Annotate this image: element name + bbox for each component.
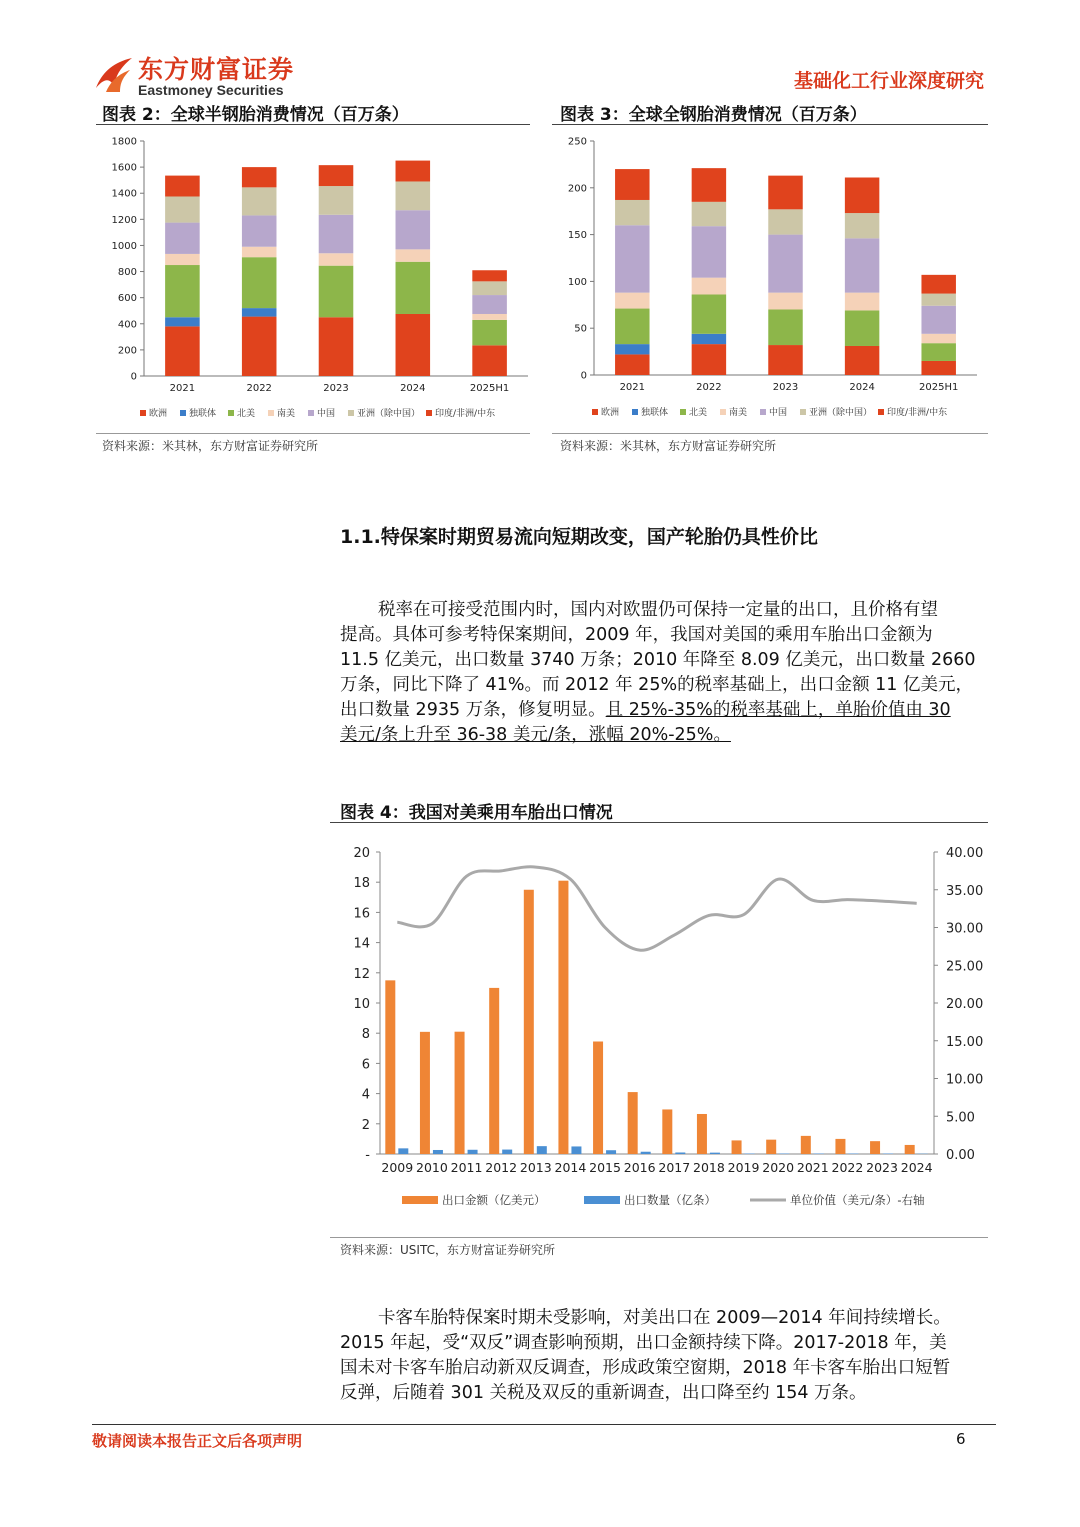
fig3-legend-swatch <box>632 409 638 415</box>
fig4-x-tick-label: 2023 <box>866 1160 898 1175</box>
fig2-bar-segment <box>472 345 507 376</box>
para1-line-3: 11.5 亿美元，出口数量 3740 万条；2010 年降至 8.09 亿美元，出口数量 2660 <box>340 650 976 670</box>
fig4-right-tick-label: 10.00 <box>946 1072 984 1088</box>
fig3-bar-segment <box>845 178 879 214</box>
fig2-x-tick-label: 2025H1 <box>469 383 510 394</box>
fig2-y-tick-label: 1000 <box>111 240 137 252</box>
fig2-bar-segment <box>319 317 354 376</box>
fig3-bar-segment <box>615 225 649 292</box>
fig4-unit-value-line <box>397 867 916 950</box>
fig2-bar-segment <box>242 247 277 257</box>
fig3-bar-segment <box>615 309 649 345</box>
fig2-bar-segment <box>165 317 200 326</box>
fig2-legend-swatch <box>180 410 186 416</box>
fig4-top-rule <box>330 822 988 823</box>
fig3-y-tick-label: 100 <box>567 276 587 288</box>
fig3-bar-segment <box>692 278 726 295</box>
fig4-x-tick-label: 2010 <box>416 1160 448 1175</box>
fig2-bar-segment <box>472 320 507 345</box>
fig4-x-tick-label: 2009 <box>381 1160 414 1175</box>
fig4-x-tick-label: 2014 <box>554 1160 587 1175</box>
fig3-bar-segment <box>615 354 649 375</box>
fig3-legend-label: 中国 <box>769 408 788 418</box>
fig3-bar-segment <box>845 346 879 375</box>
fig4-export-value-bar <box>558 881 568 1154</box>
fig2-bar-segment <box>319 186 354 215</box>
fig3-bar-segment <box>692 295 726 334</box>
fig4-export-qty-bar <box>675 1152 685 1154</box>
para1-line-5: 出口数量 2935 万条，修复明显。且 25%-35%的税率基础上，单胎价值由 30 <box>340 700 951 720</box>
fig2-x-tick-label: 2021 <box>169 383 196 394</box>
fig2-y-tick-label: 1400 <box>111 188 137 200</box>
fig2-legend-label: 北美 <box>237 409 256 419</box>
fig2-bar-segment <box>242 308 277 316</box>
fig4-legend-label-line: 单位价值（美元/条）-右轴 <box>790 1193 925 1207</box>
fig3-bar-segment <box>615 344 649 354</box>
fig4-export-qty-bar <box>398 1148 408 1154</box>
fig4-bottom-rule <box>330 1237 988 1238</box>
fig2-bar-segment <box>165 265 200 317</box>
fig4-export-qty-bar <box>502 1150 512 1154</box>
fig2-x-tick-label: 2023 <box>323 383 349 394</box>
fig4-export-value-bar <box>766 1140 776 1154</box>
fig4-export-value-bar <box>489 988 499 1154</box>
fig4-x-tick-label: 2011 <box>450 1160 483 1175</box>
fig3-bar-segment <box>768 209 802 234</box>
fig3-bar-segment <box>692 334 726 344</box>
para1-emphasis: 且 25%-35%的税率基础上，单胎价值由 30 <box>605 700 951 720</box>
fig2-bar-segment <box>472 314 507 320</box>
fig3-x-tick-label: 2021 <box>619 382 646 393</box>
fig3-legend-swatch <box>760 409 766 415</box>
fig2-x-tick-label: 2024 <box>400 383 426 394</box>
fig4-right-tick-label: 40.00 <box>946 846 984 861</box>
fig4-x-tick-label: 2018 <box>693 1160 725 1175</box>
fig4-x-tick-label: 2024 <box>900 1160 933 1175</box>
fig3-bar-segment <box>615 200 649 225</box>
fig2-y-tick-label: 0 <box>130 371 137 383</box>
fig2-bar-segment <box>319 215 354 254</box>
fig4-x-tick-label: 2015 <box>589 1160 621 1175</box>
fig2-y-tick-label: 1600 <box>111 162 137 174</box>
fig4-x-tick-label: 2020 <box>762 1160 795 1175</box>
fig3-y-tick-label: 250 <box>567 136 587 148</box>
fig4-export-value-bar <box>455 1032 465 1154</box>
fig3-bar-segment <box>692 168 726 202</box>
fig4-x-tick-label: 2016 <box>623 1160 656 1175</box>
fig4-x-tick-label: 2017 <box>658 1160 691 1175</box>
fig2-title: 图表 2：全球半钢胎消费情况（百万条） <box>102 105 409 125</box>
fig3-y-tick-label: 0 <box>580 370 587 382</box>
fig2-legend-swatch <box>348 410 354 416</box>
fig3-chart <box>552 126 988 432</box>
brand-name-cn: 东方财富证券 <box>138 55 295 84</box>
para2-line-1: 卡客车胎特保案时期未受影响，对美出口在 2009—2014 年间持续增长。 <box>378 1308 951 1328</box>
fig2-bar-segment <box>319 253 354 265</box>
fig2-y-tick-label: 1800 <box>111 136 137 148</box>
fig4-title: 图表 4：我国对美乘用车胎出口情况 <box>340 803 613 823</box>
fig3-x-tick-label: 2022 <box>696 382 722 393</box>
fig3-legend-swatch <box>878 409 884 415</box>
para1-line-1: 税率在可接受范围内时，国内对欧盟仍可保持一定量的出口，且价格有望 <box>378 600 938 620</box>
fig2-bar-segment <box>165 196 200 222</box>
fig2-legend-label: 中国 <box>317 409 336 419</box>
fig3-bar-segment <box>921 361 955 375</box>
fig4-left-tick-label: 12 <box>353 966 370 982</box>
fig2-legend-swatch <box>426 410 432 416</box>
fig4-export-value-bar <box>801 1136 811 1154</box>
para2-line-4: 反弹，后随着 301 关税及双反的重新调查，出口降至约 154 万条。 <box>340 1383 867 1403</box>
fig2-legend-label: 亚洲（除中国） <box>357 409 421 419</box>
fig3-y-tick-label: 150 <box>567 230 587 242</box>
fig4-left-tick-label: 10 <box>353 997 370 1012</box>
fig3-bar-segment <box>921 306 955 334</box>
fig4-left-tick-label: 4 <box>361 1087 370 1103</box>
fig2-bar-segment <box>165 176 200 197</box>
fig2-bar-segment <box>242 187 277 215</box>
fig4-left-tick-label: - <box>365 1148 370 1163</box>
fig3-x-tick-label: 2024 <box>849 382 875 393</box>
fig2-bar-segment <box>165 223 200 254</box>
fig4-right-tick-label: 0.00 <box>946 1148 975 1163</box>
fig4-export-value-bar <box>662 1109 672 1154</box>
fig3-bar-segment <box>615 293 649 309</box>
fig2-legend-label: 南美 <box>277 409 296 419</box>
fig4-x-tick-label: 2019 <box>727 1160 760 1175</box>
fig2-bar-segment <box>242 257 277 308</box>
fig4-export-value-bar <box>697 1114 707 1154</box>
fig4-left-tick-label: 6 <box>361 1057 370 1073</box>
fig2-source: 资料来源：米其林，东方财富证券研究所 <box>102 439 319 453</box>
fig4-export-qty-bar <box>641 1152 651 1154</box>
fig3-legend-swatch <box>680 409 686 415</box>
fig2-bar-segment <box>396 181 431 210</box>
fig2-legend-label: 独联体 <box>189 409 217 419</box>
fig2-bar-segment <box>472 270 507 281</box>
fig4-export-qty-bar <box>571 1146 581 1154</box>
fig3-bar-segment <box>921 275 955 294</box>
fig2-y-tick-label: 1200 <box>111 214 137 226</box>
fig2-y-tick-label: 200 <box>117 345 137 357</box>
fig3-bar-segment <box>768 235 802 293</box>
fig2-legend-label: 欧洲 <box>149 409 168 419</box>
fig3-legend-swatch <box>720 409 726 415</box>
footer-rule <box>92 1424 996 1425</box>
fig4-export-value-bar <box>870 1141 880 1154</box>
fig3-bar-segment <box>768 345 802 375</box>
fig4-legend-label-value: 出口金额（亿美元） <box>442 1193 546 1207</box>
fig2-bar-segment <box>472 281 507 295</box>
fig2-y-tick-label: 800 <box>117 267 137 279</box>
paragraph-1 <box>340 598 988 748</box>
para1-line-2: 提高。具体可参考特保案期间，2009 年，我国对美国的乘用车胎出口金额为 <box>340 625 933 645</box>
fig3-x-tick-label: 2023 <box>772 382 799 393</box>
fig3-source: 资料来源：米其林，东方财富证券研究所 <box>560 439 777 453</box>
fig4-export-value-bar <box>593 1042 603 1154</box>
fig2-legend-label: 印度/非洲/中东 <box>435 409 496 419</box>
fig3-bar-segment <box>768 176 802 210</box>
fig2-bar-segment <box>396 314 431 376</box>
fig3-bar-segment <box>615 169 649 200</box>
fig3-bar-segment <box>921 334 955 343</box>
para1-line-4: 万条，同比下降了 41%。而 2012 年 25%的税率基础上，出口金额 11 亿美元， <box>340 675 973 695</box>
fig3-bar-segment <box>845 310 879 346</box>
fig4-export-qty-bar <box>606 1150 616 1154</box>
fig3-bar-segment <box>692 344 726 375</box>
fig3-legend-label: 印度/非洲/中东 <box>887 408 948 418</box>
fig3-bar-segment <box>845 238 879 292</box>
fig3-legend-label: 欧洲 <box>601 408 620 418</box>
fig2-legend-swatch <box>268 410 274 416</box>
fig2-bar-segment <box>319 266 354 318</box>
fig4-right-tick-label: 20.00 <box>946 997 984 1012</box>
fig4-export-value-bar <box>385 980 395 1154</box>
fig4-export-value-bar <box>524 890 534 1154</box>
fig2-bar-segment <box>319 165 354 186</box>
para2-line-2: 2015 年起，受“双反”调查影响预期，出口金额持续下降。2017-2018 年，美 <box>340 1333 947 1353</box>
fig3-bar-segment <box>768 293 802 310</box>
fig3-legend-label: 独联体 <box>641 408 669 418</box>
fig3-legend-label: 北美 <box>689 408 708 418</box>
fig2-legend-swatch <box>308 410 314 416</box>
fig4-export-value-bar <box>628 1092 638 1154</box>
document-type: 基础化工行业深度研究 <box>793 70 984 92</box>
fig4-legend-swatch-qty <box>584 1196 620 1204</box>
paragraph-2 <box>340 1306 988 1406</box>
brand-name-en: Eastmoney Securities <box>138 82 284 98</box>
fig4-right-tick-label: 25.00 <box>946 959 984 975</box>
fig4-export-qty-bar <box>537 1146 547 1154</box>
fig2-y-tick-label: 600 <box>117 293 137 305</box>
fig3-bar-segment <box>692 202 726 226</box>
fig2-chart <box>96 126 530 432</box>
fig4-x-tick-label: 2012 <box>485 1160 518 1175</box>
fig3-legend-label: 南美 <box>729 408 748 418</box>
fig4-left-tick-label: 18 <box>353 876 370 892</box>
fig2-bar-segment <box>396 262 431 314</box>
fig4-left-tick-label: 16 <box>353 906 370 922</box>
fig3-title: 图表 3：全球全钢胎消费情况（百万条） <box>560 105 867 125</box>
fig2-legend-swatch <box>140 410 146 416</box>
fig4-left-tick-label: 20 <box>353 846 370 861</box>
fig4-left-tick-label: 8 <box>361 1027 370 1043</box>
footer-disclaimer: 敬请阅读本报告正文后各项声明 <box>92 1432 303 1450</box>
fig4-right-tick-label: 30.00 <box>946 921 984 937</box>
fig2-bottom-rule <box>96 433 530 434</box>
fig2-bar-segment <box>396 210 431 249</box>
fig3-legend-swatch <box>800 409 806 415</box>
fig4-chart <box>330 826 988 1236</box>
fig4-right-tick-label: 15.00 <box>946 1034 984 1050</box>
para1-line-6: 美元/条上升至 36-38 美元/条，涨幅 20%-25%。 <box>340 725 731 745</box>
fig3-legend-label: 亚洲（除中国） <box>809 408 873 418</box>
eastmoney-logo-icon <box>92 52 136 96</box>
fig3-y-tick-label: 200 <box>567 183 587 195</box>
fig3-bar-segment <box>845 293 879 311</box>
fig2-x-tick-label: 2022 <box>246 383 272 394</box>
fig4-legend-swatch-value <box>402 1196 438 1204</box>
fig3-legend-swatch <box>592 409 598 415</box>
fig2-bar-segment <box>165 326 200 376</box>
fig2-y-tick-label: 400 <box>117 319 137 331</box>
fig3-x-tick-label: 2025H1 <box>919 382 959 393</box>
fig4-export-value-bar <box>420 1032 430 1154</box>
fig2-bar-segment <box>165 254 200 265</box>
fig2-bar-segment <box>472 295 507 314</box>
fig3-bar-segment <box>692 226 726 277</box>
fig4-export-qty-bar <box>433 1150 443 1154</box>
page-number: 6 <box>956 1430 966 1448</box>
fig4-right-tick-label: 35.00 <box>946 883 984 899</box>
fig4-source: 资料来源：USITC，东方财富证券研究所 <box>340 1243 555 1257</box>
fig4-export-qty-bar <box>468 1150 478 1154</box>
fig2-top-rule <box>96 124 530 125</box>
fig4-export-value-bar <box>732 1140 742 1154</box>
para2-line-3: 国未对卡客车胎启动新双反调查，形成政策空窗期，2018 年卡客车胎出口短暂 <box>340 1358 951 1378</box>
fig3-bar-segment <box>921 343 955 361</box>
fig2-bar-segment <box>242 215 277 246</box>
fig3-bar-segment <box>768 309 802 345</box>
fig3-top-rule <box>552 124 988 125</box>
fig4-x-tick-label: 2022 <box>831 1160 864 1175</box>
fig2-bar-segment <box>396 249 431 261</box>
fig3-y-tick-label: 50 <box>574 323 587 335</box>
fig4-legend-label-qty: 出口数量（亿条） <box>624 1193 716 1207</box>
fig2-bar-segment <box>396 161 431 182</box>
fig4-left-tick-label: 14 <box>353 936 370 952</box>
fig2-bar-segment <box>242 167 277 187</box>
fig2-legend-swatch <box>228 410 234 416</box>
fig4-right-tick-label: 5.00 <box>946 1110 975 1126</box>
fig4-export-value-bar <box>905 1145 915 1154</box>
fig4-x-tick-label: 2021 <box>796 1160 829 1175</box>
fig4-x-tick-label: 2013 <box>519 1160 552 1175</box>
fig4-left-tick-label: 2 <box>361 1117 370 1133</box>
fig2-bar-segment <box>242 317 277 376</box>
section-heading: 1.1.特保案时期贸易流向短期改变，国产轮胎仍具性价比 <box>340 526 818 548</box>
fig3-bar-segment <box>845 213 879 238</box>
fig4-export-qty-bar <box>710 1153 720 1154</box>
fig3-bottom-rule <box>552 433 988 434</box>
fig3-bar-segment <box>921 294 955 306</box>
fig4-export-value-bar <box>835 1139 845 1154</box>
